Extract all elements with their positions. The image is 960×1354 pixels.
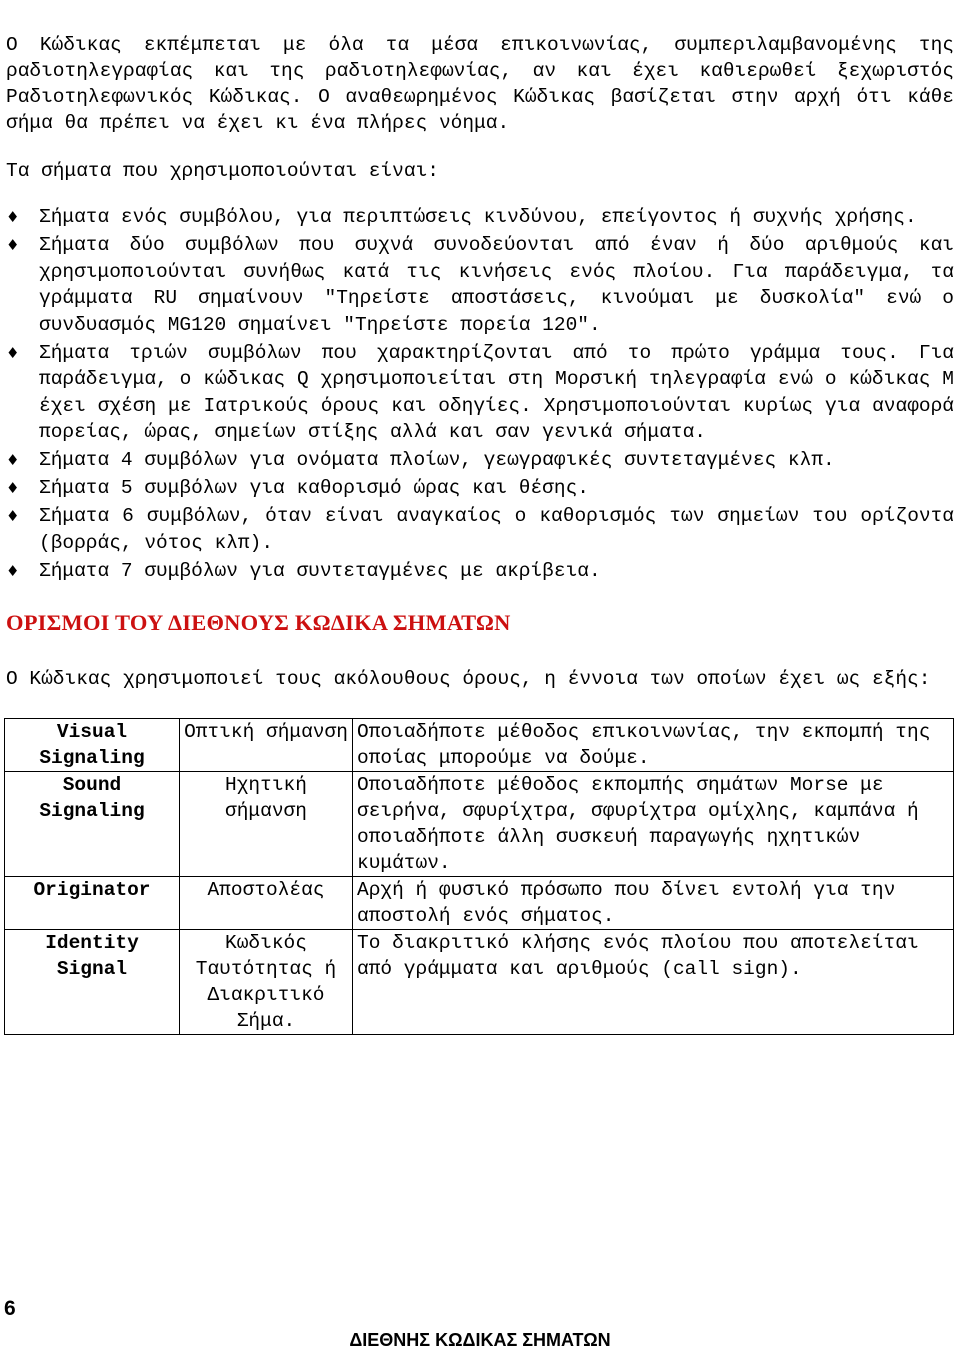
- list-item-text: Σήματα 6 συμβόλων, όταν είναι αναγκαίος ο καθορισμός των σημείων του ορίζοντα (βορράς, νότος κλπ).: [39, 505, 954, 554]
- list-item-text: Σήματα 7 συμβόλων για συντεταγμένες με ακρίβεια.: [39, 559, 601, 582]
- list-item: [6, 447, 954, 474]
- list-item-text: Σήματα 5 συμβόλων για καθορισμό ώρας και θέσης.: [39, 477, 589, 499]
- section-heading: ΟΡΙΣΜΟΙ ΤΟΥ ΔΙΕΘΝΟΥΣ ΚΩΔΙΚΑ ΣΗΜΑΤΩΝ: [6, 610, 511, 635]
- term-english: Originator: [5, 877, 180, 930]
- term-english: Identity Signal: [5, 930, 180, 1035]
- diamond-bullet-icon: ♦: [6, 507, 20, 525]
- term-greek: Κωδικός Ταυτότητας ή Διακριτικό Σήμα.: [180, 930, 353, 1035]
- paragraph-signals-intro: Τα σήματα που χρησιμοποιούνται είναι:: [6, 160, 439, 182]
- page-footer: ΔΙΕΘΝΗΣ ΚΩΔΙΚΑΣ ΣΗΜΑΤΩΝ: [349, 1330, 611, 1350]
- diamond-bullet-icon: ♦: [6, 343, 20, 362]
- list-item: [6, 232, 954, 338]
- diamond-bullet-icon: ♦: [6, 236, 20, 254]
- term-english: Visual Signaling: [5, 719, 180, 772]
- table-row: [5, 772, 954, 877]
- diamond-bullet-icon: ♦: [6, 479, 20, 497]
- signal-types-list: [6, 204, 954, 584]
- list-item-text: Σήματα δύο συμβόλων που συχνά συνοδεύονται από έναν ή δύο αριθμούς και χρησιμοποιούνται συνήθως κατά τις κινήσεις ενός πλοίου. Για παράδειγμα, τα γράμματα RU σημαίνουν "Τηρείστε αποστάσεις, κινούμαι με δυσκολία" ενώ ο συνδυασμός MG120 σημαίνει "Τηρείστε πορεία 120".: [39, 234, 954, 336]
- term-greek: Ηχητική σήμανση: [180, 772, 353, 877]
- document-page: [6, 32, 954, 1035]
- table-row: [5, 930, 954, 1035]
- table-row: [5, 719, 954, 772]
- term-english: Sound Signaling: [5, 772, 180, 877]
- page-number: 6: [4, 1297, 16, 1320]
- term-definition: Αρχή ή φυσικό πρόσωπο που δίνει εντολή για την αποστολή ενός σήματος.: [353, 877, 954, 930]
- diamond-bullet-icon: ♦: [6, 451, 20, 469]
- list-item: [6, 204, 954, 231]
- list-item: [6, 340, 954, 446]
- term-greek: Οπτική σήμανση: [180, 719, 353, 772]
- diamond-bullet-icon: ♦: [6, 208, 20, 226]
- term-greek: Αποστολέας: [180, 877, 353, 930]
- list-item: [6, 558, 954, 585]
- paragraph-terms-intro: Ο Κώδικας χρησιμοποιεί τους ακόλουθους όρους, η έννοια των οποίων έχει ως εξής:: [6, 668, 931, 690]
- table-row: [5, 877, 954, 930]
- term-definition: Το διακριτικό κλήσης ενός πλοίου που αποτελείται από γράμματα και αριθμούς (call sign).: [353, 930, 954, 1035]
- list-item-text: Σήματα 4 συμβόλων για ονόματα πλοίων, γεωγραφικές συντεταγμένες κλπ.: [39, 449, 835, 471]
- terms-table: [4, 718, 954, 1035]
- diamond-bullet-icon: ♦: [6, 561, 20, 580]
- list-item-text: Σήματα τριών συμβόλων που χαρακτηρίζονται από το πρώτο γράμμα τους. Για παράδειγμα, ο κώδικας Q χρησιμοποιείται στη Μορσική τηλεγραφία ενώ ο κώδικας Μ έχει σχέση με Ιατρικούς όρους και οδηγίες. Χρησιμοποιούνται κυρίως για αναφορά πορείας, ώρας, σημείων στίξης αλλά και σαν γενικά σήματα.: [39, 341, 954, 443]
- term-definition: Οποιαδήποτε μέθοδος εκπομπής σημάτων Morse με σειρήνα, σφυρίχτρα, σφυρίχτρα ομίχλης, καμπάνα ή οποιαδήποτε άλλη συσκευή παραγωγής ηχητικών κυμάτων.: [353, 772, 954, 877]
- paragraph-code-transmission: Ο Κώδικας εκπέμπεται με όλα τα μέσα επικοινωνίας, συμπεριλαμβανομένης της ραδιοτηλεγραφίας και της ραδιοτηλεφωνίας, αν και έχει καθιερωθεί ξεχωριστός Ραδιοτηλεφωνικός Κώδικας. Ο αναθεωρημένος Κώδικας βασίζεται στην αρχή ότι κάθε σήμα θα πρέπει να έχει κι ένα πλήρες νόημα.: [6, 34, 954, 134]
- list-item: [6, 503, 954, 556]
- term-definition: Οποιαδήποτε μέθοδος επικοινωνίας, την εκπομπή της οποίας μπορούμε να δούμε.: [353, 719, 954, 772]
- list-item-text: Σήματα ενός συμβόλου, για περιπτώσεις κινδύνου, επείγοντος ή συχνής χρήσης.: [39, 206, 917, 228]
- list-item: [6, 475, 954, 502]
